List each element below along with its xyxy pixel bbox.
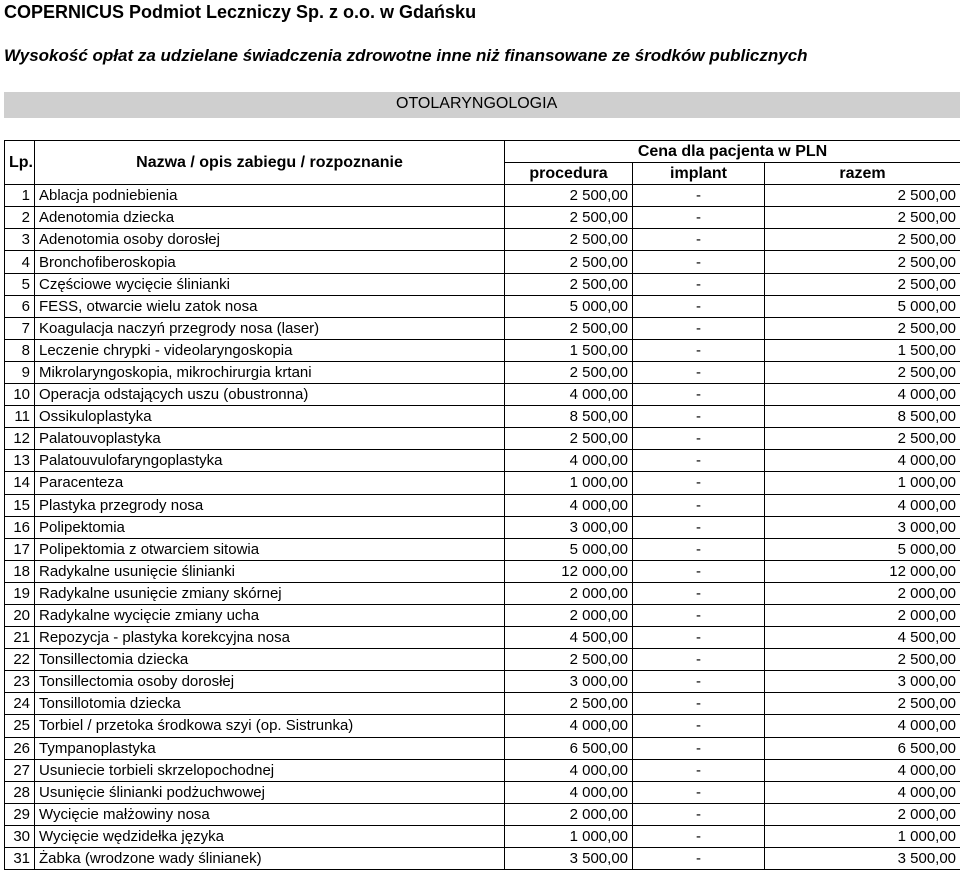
table-row bbox=[5, 781, 960, 803]
cell-implant: - bbox=[633, 582, 765, 604]
table-row bbox=[5, 273, 960, 295]
cell-procedura: 1 000,00 bbox=[505, 825, 633, 847]
cell-implant: - bbox=[633, 295, 765, 317]
cell-razem: 3 000,00 bbox=[765, 671, 960, 693]
cell-procedura: 2 000,00 bbox=[505, 604, 633, 626]
cell-lp: 31 bbox=[5, 848, 35, 870]
table-row bbox=[5, 759, 960, 781]
cell-razem: 3 000,00 bbox=[765, 516, 960, 538]
table-row bbox=[5, 737, 960, 759]
cell-razem: 2 500,00 bbox=[765, 361, 960, 383]
cell-name: Adenotomia osoby dorosłej bbox=[35, 229, 505, 251]
cell-lp: 14 bbox=[5, 472, 35, 494]
cell-lp: 21 bbox=[5, 627, 35, 649]
cell-implant: - bbox=[633, 825, 765, 847]
cell-implant: - bbox=[633, 207, 765, 229]
cell-procedura: 2 500,00 bbox=[505, 273, 633, 295]
cell-name: Wycięcie małżowiny nosa bbox=[35, 803, 505, 825]
header-price-group: Cena dla pacjenta w PLN bbox=[505, 141, 960, 163]
cell-implant: - bbox=[633, 384, 765, 406]
cell-name: Leczenie chrypki - videolaryngoskopia bbox=[35, 339, 505, 361]
cell-name: Bronchofiberoskopia bbox=[35, 251, 505, 273]
cell-razem: 2 500,00 bbox=[765, 185, 960, 207]
cell-name: Torbiel / przetoka środkowa szyi (op. Sistrunka) bbox=[35, 715, 505, 737]
cell-procedura: 6 500,00 bbox=[505, 737, 633, 759]
cell-procedura: 4 000,00 bbox=[505, 715, 633, 737]
cell-name: Tonsillotomia dziecka bbox=[35, 693, 505, 715]
cell-lp: 25 bbox=[5, 715, 35, 737]
cell-implant: - bbox=[633, 185, 765, 207]
table-row bbox=[5, 803, 960, 825]
cell-implant: - bbox=[633, 781, 765, 803]
table-row bbox=[5, 560, 960, 582]
cell-razem: 2 500,00 bbox=[765, 207, 960, 229]
header-name: Nazwa / opis zabiegu / rozpoznanie bbox=[35, 141, 505, 185]
table-row bbox=[5, 185, 960, 207]
cell-razem: 6 500,00 bbox=[765, 737, 960, 759]
document-title: Wysokość opłat za udzielane świadczenia zdrowotne inne niż finansowane ze środków publicznych bbox=[4, 46, 808, 65]
cell-implant: - bbox=[633, 494, 765, 516]
cell-procedura: 4 000,00 bbox=[505, 781, 633, 803]
table-row bbox=[5, 825, 960, 847]
cell-procedura: 2 000,00 bbox=[505, 582, 633, 604]
cell-procedura: 5 000,00 bbox=[505, 538, 633, 560]
cell-razem: 4 000,00 bbox=[765, 494, 960, 516]
cell-name: Żabka (wrodzone wady ślinianek) bbox=[35, 848, 505, 870]
cell-implant: - bbox=[633, 848, 765, 870]
cell-lp: 3 bbox=[5, 229, 35, 251]
cell-lp: 20 bbox=[5, 604, 35, 626]
cell-procedura: 4 000,00 bbox=[505, 494, 633, 516]
table-row bbox=[5, 671, 960, 693]
cell-razem: 2 500,00 bbox=[765, 693, 960, 715]
cell-name: Operacja odstających uszu (obustronna) bbox=[35, 384, 505, 406]
cell-implant: - bbox=[633, 516, 765, 538]
cell-razem: 2 500,00 bbox=[765, 649, 960, 671]
cell-lp: 17 bbox=[5, 538, 35, 560]
cell-razem: 1 000,00 bbox=[765, 825, 960, 847]
cell-lp: 23 bbox=[5, 671, 35, 693]
cell-implant: - bbox=[633, 450, 765, 472]
cell-name: Palatouvoplastyka bbox=[35, 428, 505, 450]
cell-procedura: 3 500,00 bbox=[505, 848, 633, 870]
cell-procedura: 4 000,00 bbox=[505, 384, 633, 406]
cell-lp: 24 bbox=[5, 693, 35, 715]
cell-implant: - bbox=[633, 737, 765, 759]
cell-name: Tonsillectomia dziecka bbox=[35, 649, 505, 671]
cell-procedura: 2 500,00 bbox=[505, 361, 633, 383]
cell-razem: 2 000,00 bbox=[765, 604, 960, 626]
cell-name: Częściowe wycięcie ślinianki bbox=[35, 273, 505, 295]
cell-implant: - bbox=[633, 604, 765, 626]
table-row bbox=[5, 207, 960, 229]
cell-name: Adenotomia dziecka bbox=[35, 207, 505, 229]
cell-procedura: 2 500,00 bbox=[505, 649, 633, 671]
cell-name: Ossikuloplastyka bbox=[35, 406, 505, 428]
section-title: OTOLARYNGOLOGIA bbox=[396, 95, 558, 112]
table-row bbox=[5, 229, 960, 251]
cell-procedura: 2 500,00 bbox=[505, 428, 633, 450]
table-row bbox=[5, 472, 960, 494]
header-procedura: procedura bbox=[505, 163, 633, 185]
cell-lp: 16 bbox=[5, 516, 35, 538]
cell-lp: 6 bbox=[5, 295, 35, 317]
cell-razem: 2 500,00 bbox=[765, 229, 960, 251]
cell-razem: 12 000,00 bbox=[765, 560, 960, 582]
table-row bbox=[5, 582, 960, 604]
cell-implant: - bbox=[633, 273, 765, 295]
cell-lp: 30 bbox=[5, 825, 35, 847]
cell-name: Plastyka przegrody nosa bbox=[35, 494, 505, 516]
cell-lp: 2 bbox=[5, 207, 35, 229]
cell-lp: 26 bbox=[5, 737, 35, 759]
cell-razem: 3 500,00 bbox=[765, 848, 960, 870]
cell-lp: 27 bbox=[5, 759, 35, 781]
cell-implant: - bbox=[633, 428, 765, 450]
cell-implant: - bbox=[633, 472, 765, 494]
cell-name: FESS, otwarcie wielu zatok nosa bbox=[35, 295, 505, 317]
cell-procedura: 5 000,00 bbox=[505, 295, 633, 317]
cell-lp: 19 bbox=[5, 582, 35, 604]
cell-lp: 9 bbox=[5, 361, 35, 383]
cell-lp: 12 bbox=[5, 428, 35, 450]
table-row bbox=[5, 627, 960, 649]
table-row bbox=[5, 295, 960, 317]
header-lp: Lp. bbox=[5, 141, 35, 185]
cell-procedura: 4 500,00 bbox=[505, 627, 633, 649]
cell-procedura: 4 000,00 bbox=[505, 450, 633, 472]
cell-lp: 7 bbox=[5, 317, 35, 339]
cell-procedura: 2 500,00 bbox=[505, 207, 633, 229]
cell-razem: 2 500,00 bbox=[765, 251, 960, 273]
cell-lp: 1 bbox=[5, 185, 35, 207]
table-row bbox=[5, 384, 960, 406]
cell-razem: 2 000,00 bbox=[765, 803, 960, 825]
cell-implant: - bbox=[633, 649, 765, 671]
table-row bbox=[5, 339, 960, 361]
cell-razem: 4 000,00 bbox=[765, 781, 960, 803]
cell-lp: 13 bbox=[5, 450, 35, 472]
cell-implant: - bbox=[633, 759, 765, 781]
cell-razem: 4 000,00 bbox=[765, 759, 960, 781]
cell-lp: 11 bbox=[5, 406, 35, 428]
table-row bbox=[5, 649, 960, 671]
cell-lp: 5 bbox=[5, 273, 35, 295]
cell-implant: - bbox=[633, 671, 765, 693]
section-bar bbox=[4, 92, 960, 118]
cell-lp: 18 bbox=[5, 560, 35, 582]
cell-razem: 2 000,00 bbox=[765, 582, 960, 604]
cell-implant: - bbox=[633, 715, 765, 737]
cell-name: Wycięcie wędzidełka języka bbox=[35, 825, 505, 847]
cell-implant: - bbox=[633, 317, 765, 339]
table-body bbox=[5, 185, 960, 870]
cell-procedura: 2 500,00 bbox=[505, 251, 633, 273]
table-row bbox=[5, 848, 960, 870]
cell-razem: 4 000,00 bbox=[765, 384, 960, 406]
table-row bbox=[5, 693, 960, 715]
cell-lp: 4 bbox=[5, 251, 35, 273]
header-implant: implant bbox=[633, 163, 765, 185]
cell-name: Polipektomia z otwarciem sitowia bbox=[35, 538, 505, 560]
cell-implant: - bbox=[633, 627, 765, 649]
cell-procedura: 2 500,00 bbox=[505, 185, 633, 207]
cell-implant: - bbox=[633, 361, 765, 383]
cell-name: Radykalne wycięcie zmiany ucha bbox=[35, 604, 505, 626]
table-row bbox=[5, 604, 960, 626]
cell-razem: 1 500,00 bbox=[765, 339, 960, 361]
cell-name: Paracenteza bbox=[35, 472, 505, 494]
cell-name: Mikrolaryngoskopia, mikrochirurgia krtani bbox=[35, 361, 505, 383]
cell-razem: 2 500,00 bbox=[765, 428, 960, 450]
cell-razem: 2 500,00 bbox=[765, 317, 960, 339]
cell-name: Tympanoplastyka bbox=[35, 737, 505, 759]
table-row bbox=[5, 361, 960, 383]
cell-procedura: 12 000,00 bbox=[505, 560, 633, 582]
table-header-row bbox=[5, 141, 960, 163]
cell-procedura: 4 000,00 bbox=[505, 759, 633, 781]
cell-implant: - bbox=[633, 229, 765, 251]
cell-name: Usuniecie torbieli skrzelopochodnej bbox=[35, 759, 505, 781]
cell-lp: 28 bbox=[5, 781, 35, 803]
table-row bbox=[5, 406, 960, 428]
cell-procedura: 2 500,00 bbox=[505, 229, 633, 251]
cell-implant: - bbox=[633, 803, 765, 825]
cell-implant: - bbox=[633, 339, 765, 361]
table-row bbox=[5, 251, 960, 273]
cell-procedura: 1 500,00 bbox=[505, 339, 633, 361]
cell-lp: 15 bbox=[5, 494, 35, 516]
header-razem: razem bbox=[765, 163, 960, 185]
price-table bbox=[4, 140, 960, 870]
cell-implant: - bbox=[633, 538, 765, 560]
cell-razem: 2 500,00 bbox=[765, 273, 960, 295]
cell-name: Radykalne usunięcie zmiany skórnej bbox=[35, 582, 505, 604]
cell-razem: 4 500,00 bbox=[765, 627, 960, 649]
table-row bbox=[5, 516, 960, 538]
table-row bbox=[5, 428, 960, 450]
cell-name: Polipektomia bbox=[35, 516, 505, 538]
cell-name: Koagulacja naczyń przegrody nosa (laser) bbox=[35, 317, 505, 339]
cell-name: Palatouvulofaryngoplastyka bbox=[35, 450, 505, 472]
table-row bbox=[5, 538, 960, 560]
cell-procedura: 2 500,00 bbox=[505, 693, 633, 715]
cell-procedura: 8 500,00 bbox=[505, 406, 633, 428]
cell-name: Tonsillectomia osoby dorosłej bbox=[35, 671, 505, 693]
cell-lp: 29 bbox=[5, 803, 35, 825]
cell-razem: 8 500,00 bbox=[765, 406, 960, 428]
cell-name: Repozycja - plastyka korekcyjna nosa bbox=[35, 627, 505, 649]
cell-razem: 4 000,00 bbox=[765, 715, 960, 737]
cell-implant: - bbox=[633, 406, 765, 428]
cell-implant: - bbox=[633, 693, 765, 715]
table-row bbox=[5, 317, 960, 339]
org-name: COPERNICUS Podmiot Leczniczy Sp. z o.o. w Gdańsku bbox=[4, 2, 477, 22]
cell-razem: 5 000,00 bbox=[765, 295, 960, 317]
cell-razem: 5 000,00 bbox=[765, 538, 960, 560]
cell-lp: 8 bbox=[5, 339, 35, 361]
cell-razem: 1 000,00 bbox=[765, 472, 960, 494]
cell-name: Usunięcie ślinianki podżuchwowej bbox=[35, 781, 505, 803]
cell-razem: 4 000,00 bbox=[765, 450, 960, 472]
cell-name: Ablacja podniebienia bbox=[35, 185, 505, 207]
cell-procedura: 1 000,00 bbox=[505, 472, 633, 494]
cell-lp: 22 bbox=[5, 649, 35, 671]
cell-procedura: 2 500,00 bbox=[505, 317, 633, 339]
cell-implant: - bbox=[633, 251, 765, 273]
cell-procedura: 3 000,00 bbox=[505, 671, 633, 693]
cell-lp: 10 bbox=[5, 384, 35, 406]
cell-procedura: 3 000,00 bbox=[505, 516, 633, 538]
cell-implant: - bbox=[633, 560, 765, 582]
table-row bbox=[5, 494, 960, 516]
table-row bbox=[5, 450, 960, 472]
cell-name: Radykalne usunięcie ślinianki bbox=[35, 560, 505, 582]
table-row bbox=[5, 715, 960, 737]
cell-procedura: 2 000,00 bbox=[505, 803, 633, 825]
